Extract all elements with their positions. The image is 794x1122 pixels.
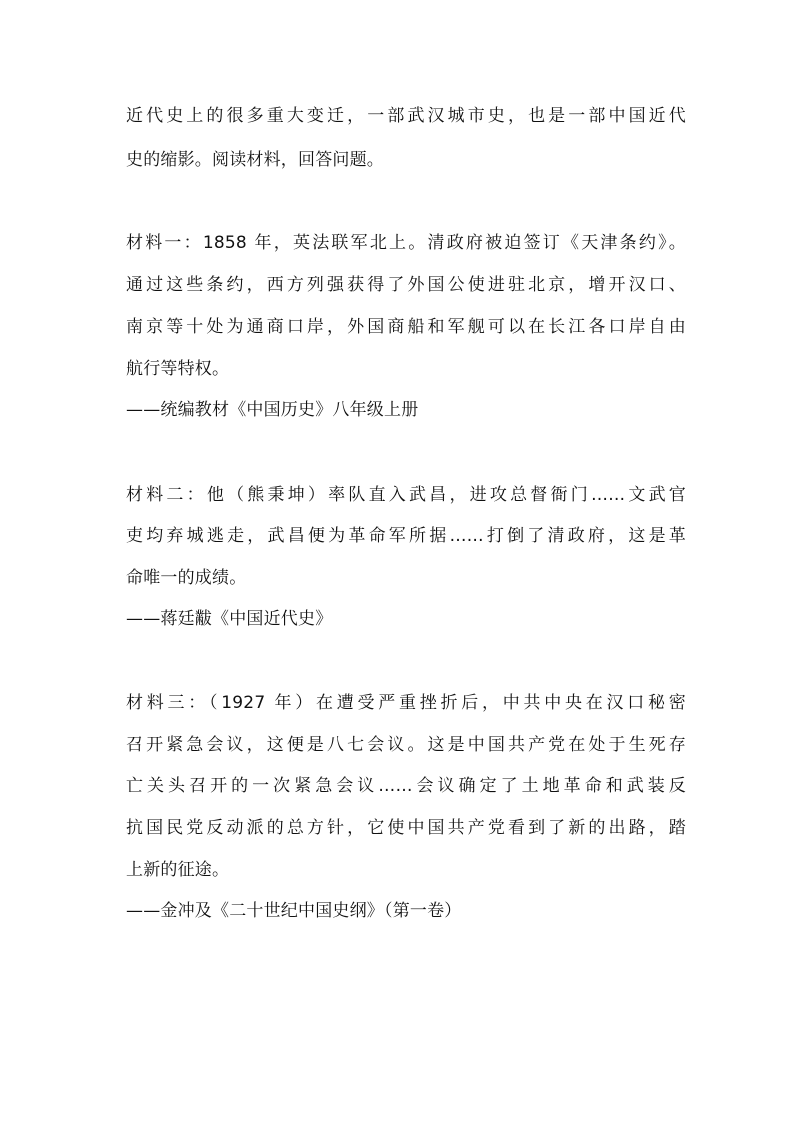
material3-line-1: 材料三：（1927 年）在遭受严重挫折后，中共中央在汉口秘密	[126, 693, 686, 713]
material1-source: ——统编教材《中国历史》八年级上册	[126, 400, 419, 420]
material3-source: ——金冲及《二十世纪中国史纲》（第一卷）	[126, 901, 462, 921]
material3-line-4: 抗国民党反动派的总方针，它使中国共产党看到了新的出路，踏	[126, 818, 686, 838]
material2-line-2: 吏均弃城逃走，武昌便为革命军所据……打倒了清政府，这是革	[126, 526, 686, 546]
material3-line-5: 上新的征途。	[126, 860, 230, 880]
material1-line-2: 通过这些条约，西方列强获得了外国公使进驻北京，增开汉口、	[126, 275, 686, 295]
intro-line-1: 近代史上的很多重大变迁，一部武汉城市史，也是一部中国近代	[126, 106, 686, 126]
material3-line-2: 召开紧急会议，这便是八七会议。这是中国共产党在处于生死存	[126, 735, 686, 755]
material2-line-3: 命唯一的成绩。	[126, 568, 247, 588]
intro-line-2: 史的缩影。阅读材料，回答问题。	[126, 150, 384, 170]
material1-line-4: 航行等特权。	[126, 359, 230, 379]
material1-line-1: 材料一：1858 年，英法联军北上。清政府被迫签订《天津条约》。	[126, 233, 686, 253]
material2-line-1: 材料二：他（熊秉坤）率队直入武昌，进攻总督衙门……文武官	[126, 485, 686, 505]
material2-source: ——蒋廷黻《中国近代史》	[126, 609, 333, 629]
material1-line-3: 南京等十处为通商口岸，外国商船和军舰可以在长江各口岸自由	[126, 317, 686, 337]
material3-line-3: 亡关头召开的一次紧急会议……会议确定了土地革命和武装反	[126, 776, 686, 796]
